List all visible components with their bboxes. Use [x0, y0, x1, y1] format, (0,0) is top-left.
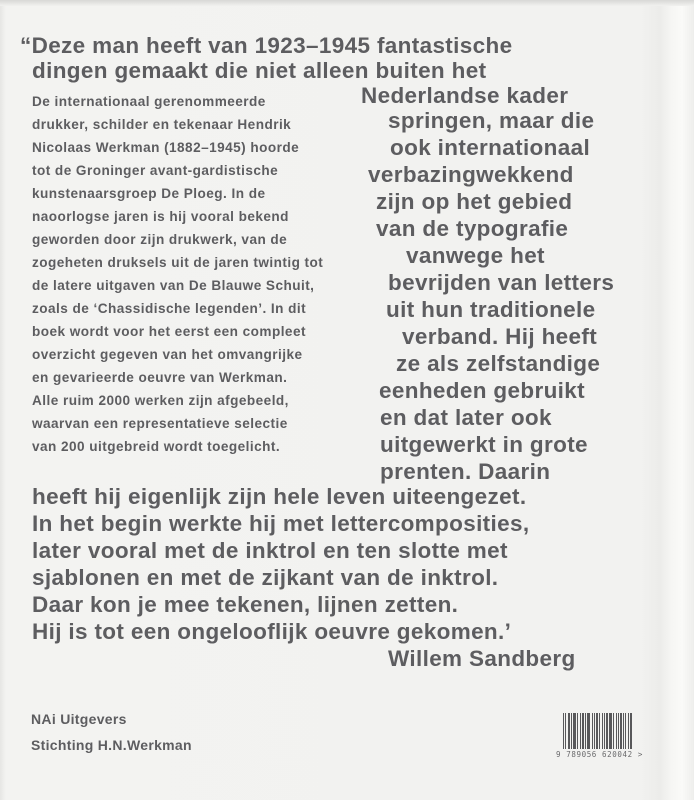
quote-line: dingen gemaakt die niet alleen buiten het — [32, 58, 487, 83]
blurb-line: en gevarieerde oeuvre van Werkman. — [32, 370, 288, 385]
blurb-line: zogeheten druksels uit de jaren twintig tot — [32, 255, 324, 270]
blurb-line: van 200 uitgebreid wordt toegelicht. — [32, 439, 281, 454]
quote-line: bevrijden van letters — [388, 270, 615, 295]
blurb-line: geworden door zijn drukwerk, van de — [32, 232, 288, 247]
blurb-line: drukker, schilder en tekenaar Hendrik — [32, 117, 292, 132]
quote-line: verband. Hij heeft — [402, 324, 598, 349]
blurb-line: Alle ruim 2000 werken zijn afgebeeld, — [32, 393, 289, 408]
isbn-number: 9 789056 620042 > — [556, 750, 643, 759]
blurb-line: naoorlogse jaren is hij vooral bekend — [32, 209, 289, 224]
blurb-line: tot de Groninger avant-gardistische — [32, 163, 279, 178]
quote-line: ook internationaal — [390, 135, 591, 160]
quote-line: prenten. Daarin — [380, 459, 551, 484]
quote-line: sjablonen en met de zijkant van de inktrol. — [32, 565, 499, 590]
quote-line: springen, maar die — [388, 108, 595, 133]
cover-top-edge — [0, 0, 694, 6]
quote-line: later vooral met de inktrol en ten slotte met — [32, 538, 508, 563]
blurb-line: Nicolaas Werkman (1882–1945) hoorde — [32, 140, 300, 155]
blurb-line: kunstenaarsgroep De Ploeg. In de — [32, 186, 266, 201]
quote-line: Hij is tot een ongelooflijk oeuvre gekomen.’ — [32, 619, 512, 644]
quote-line: vanwege het — [406, 243, 545, 268]
blurb-line: zoals de ‘Chassidische legenden’. In dit — [32, 301, 307, 316]
publisher-name: NAi Uitgevers — [31, 711, 127, 727]
quote-line: In het begin werkte hij met lettercomposities, — [32, 511, 530, 536]
quote-line: van de typografie — [376, 216, 569, 241]
quote-line: verbazingwekkend — [368, 162, 574, 187]
blurb-line: De internationaal gerenommeerde — [32, 94, 266, 109]
quote-line: Daar kon je mee tekenen, lijnen zetten. — [32, 592, 459, 617]
quote-line: “Deze man heeft van 1923–1945 fantastische — [20, 33, 513, 58]
quote-line: Nederlandse kader — [361, 83, 569, 108]
quote-line: heeft hij eigenlijk zijn hele leven uiteengezet. — [32, 484, 527, 509]
blurb-line: overzicht gegeven van het omvangrijke — [32, 347, 303, 362]
quote-line: uit hun traditionele — [386, 297, 596, 322]
quote-line: eenheden gebruikt — [379, 378, 585, 403]
blurb-line: waarvan een representatieve selectie — [32, 416, 288, 431]
quote-line: ze als zelfstandige — [396, 351, 601, 376]
quote-attribution: Willem Sandberg — [388, 646, 576, 671]
quote-line: en dat later ook — [380, 405, 552, 430]
foundation-name: Stichting H.N.Werkman — [31, 737, 192, 753]
blurb-line: de latere uitgaven van De Blauwe Schuit, — [32, 278, 315, 293]
isbn-barcode — [563, 713, 637, 749]
quote-line: uitgewerkt in grote — [380, 432, 588, 457]
quote-line: zijn op het gebied — [376, 189, 573, 214]
blurb-line: boek wordt voor het eerst een compleet — [32, 324, 306, 339]
